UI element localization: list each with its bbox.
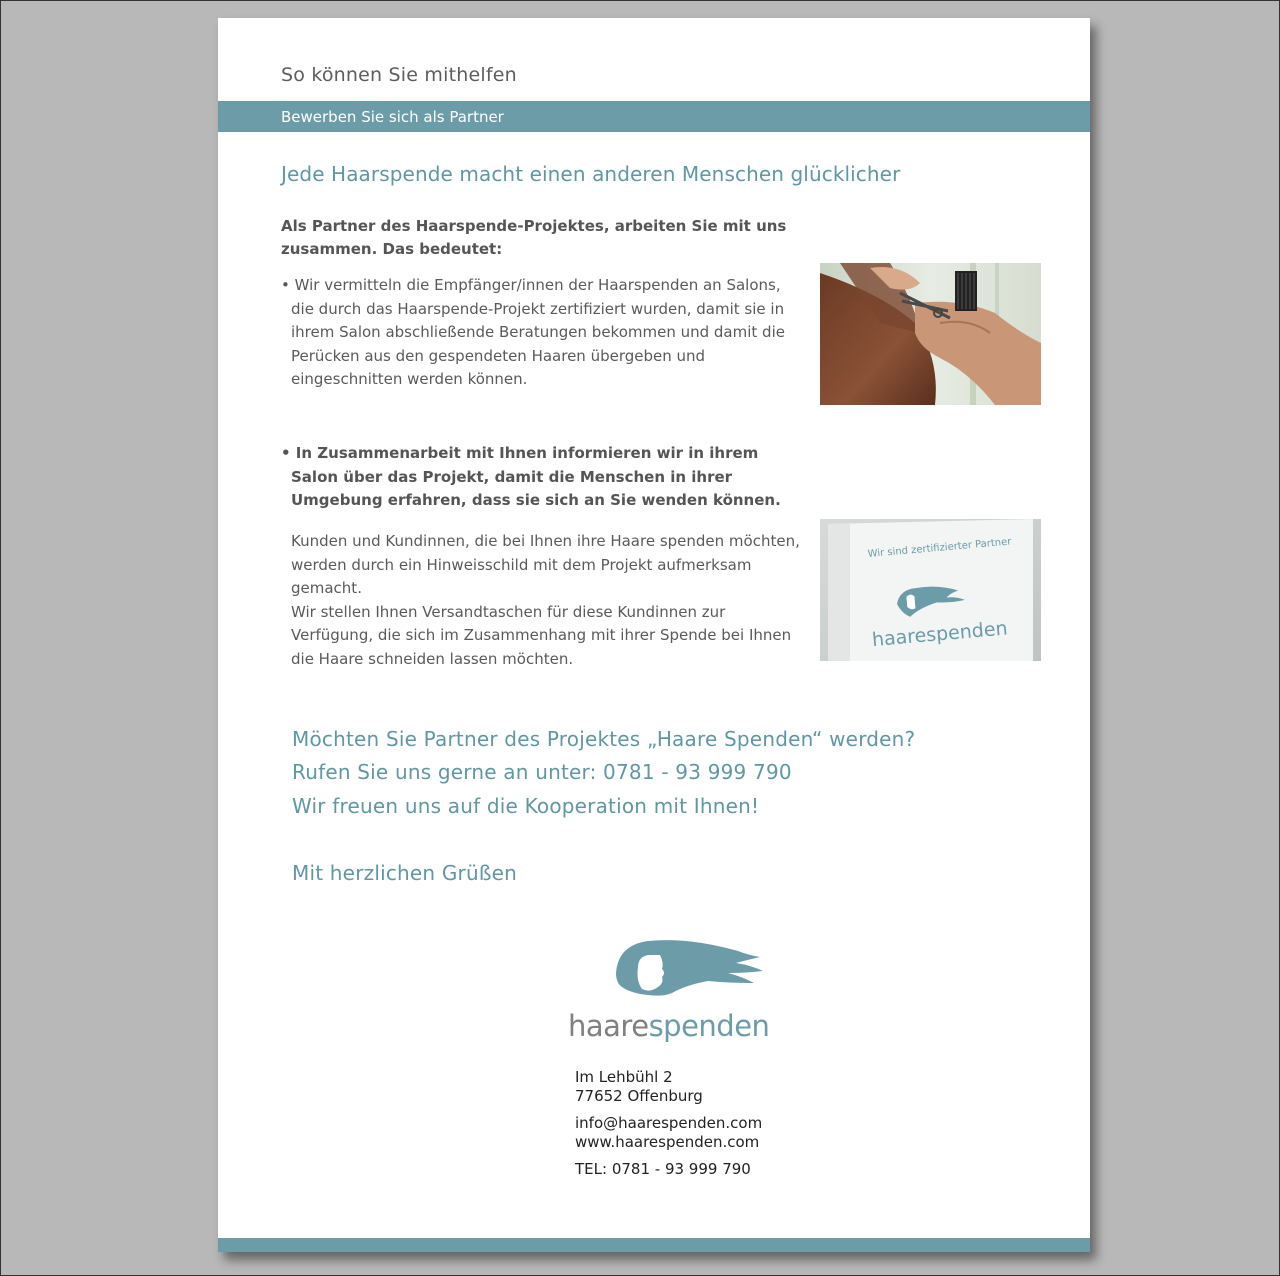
contact-email-link[interactable]: info@haarespenden.com bbox=[575, 1114, 763, 1132]
sign-caption: Wir sind zertifizierter Partner bbox=[867, 536, 1012, 560]
headline: Jede Haarspende macht einen anderen Menschen glücklicher bbox=[281, 162, 901, 186]
contact-phone: TEL: 0781 - 93 999 790 bbox=[575, 1160, 751, 1178]
partner-sign-illustration bbox=[820, 519, 1041, 661]
contact-website-link[interactable]: www.haarespenden.com bbox=[575, 1133, 760, 1151]
svg-text:haarespenden bbox=[568, 1009, 769, 1043]
footer-band bbox=[218, 1238, 1090, 1252]
hairdresser-photo-illustration bbox=[820, 263, 1041, 405]
hair-silhouette-icon bbox=[568, 933, 788, 1043]
cta-cooperation: Wir freuen uns auf die Kooperation mit Ihnen! bbox=[292, 794, 760, 818]
hairdresser-photo bbox=[820, 263, 1041, 405]
partner-sign-photo bbox=[820, 519, 1041, 661]
section-title: So können Sie mithelfen bbox=[281, 64, 517, 86]
info-paragraph bbox=[291, 530, 811, 671]
info-paragraph-2: Wir stellen Ihnen Versandtaschen für diese Kundinnen zur Verfügung, die sich im Zusammenhang mit ihrer Spende bei Ihnen die Haare schneiden lassen möchten. bbox=[291, 602, 792, 668]
bullet-information: • In Zusammenarbeit mit Ihnen informieren wir in ihrem Salon über das Projekt, damit die Menschen in ihrer Umgebung erfahren, dass sie sich an Sie wenden können. bbox=[281, 444, 781, 509]
logo-word-spenden: spenden bbox=[648, 1009, 770, 1043]
bullet-salons: • Wir vermitteln die Empfänger/innen der Haarspenden an Salons, die durch das Haarspende-Projekt zertifiziert wurden, damit sie in ihrem Salon abschließende Beratungen bekommen und damit die Perücken aus den gespendeten Haaren übergeben und eingeschnitten werden können. bbox=[281, 276, 785, 388]
info-paragraph-1: Kunden und Kundinnen, die bei Ihnen ihre Haare spenden möchten, werden durch ein Hinweisschild mit dem Projekt aufmerksam gemacht. bbox=[291, 532, 800, 597]
closing-greeting: Mit herzlichen Grüßen bbox=[292, 861, 518, 885]
band-label: Bewerben Sie sich als Partner bbox=[281, 108, 504, 126]
contact-address bbox=[575, 1068, 762, 1179]
section-band bbox=[218, 101, 1090, 132]
sign-brand: haarespenden bbox=[871, 617, 1009, 652]
brand-logo bbox=[568, 933, 788, 1043]
logo-word-haare: haare bbox=[568, 1009, 649, 1043]
document-page bbox=[218, 18, 1090, 1252]
cta-phone: Rufen Sie uns gerne an unter: 0781 - 93 999 790 bbox=[292, 760, 792, 784]
address-street: Im Lehbühl 2 bbox=[575, 1068, 673, 1086]
address-city: 77652 Offenburg bbox=[575, 1087, 703, 1105]
cta-question: Möchten Sie Partner des Projektes „Haare Spenden“ werden? bbox=[292, 727, 916, 751]
intro-text: Als Partner des Haarspende-Projektes, arbeiten Sie mit uns zusammen. Das bedeutet: bbox=[281, 217, 787, 258]
